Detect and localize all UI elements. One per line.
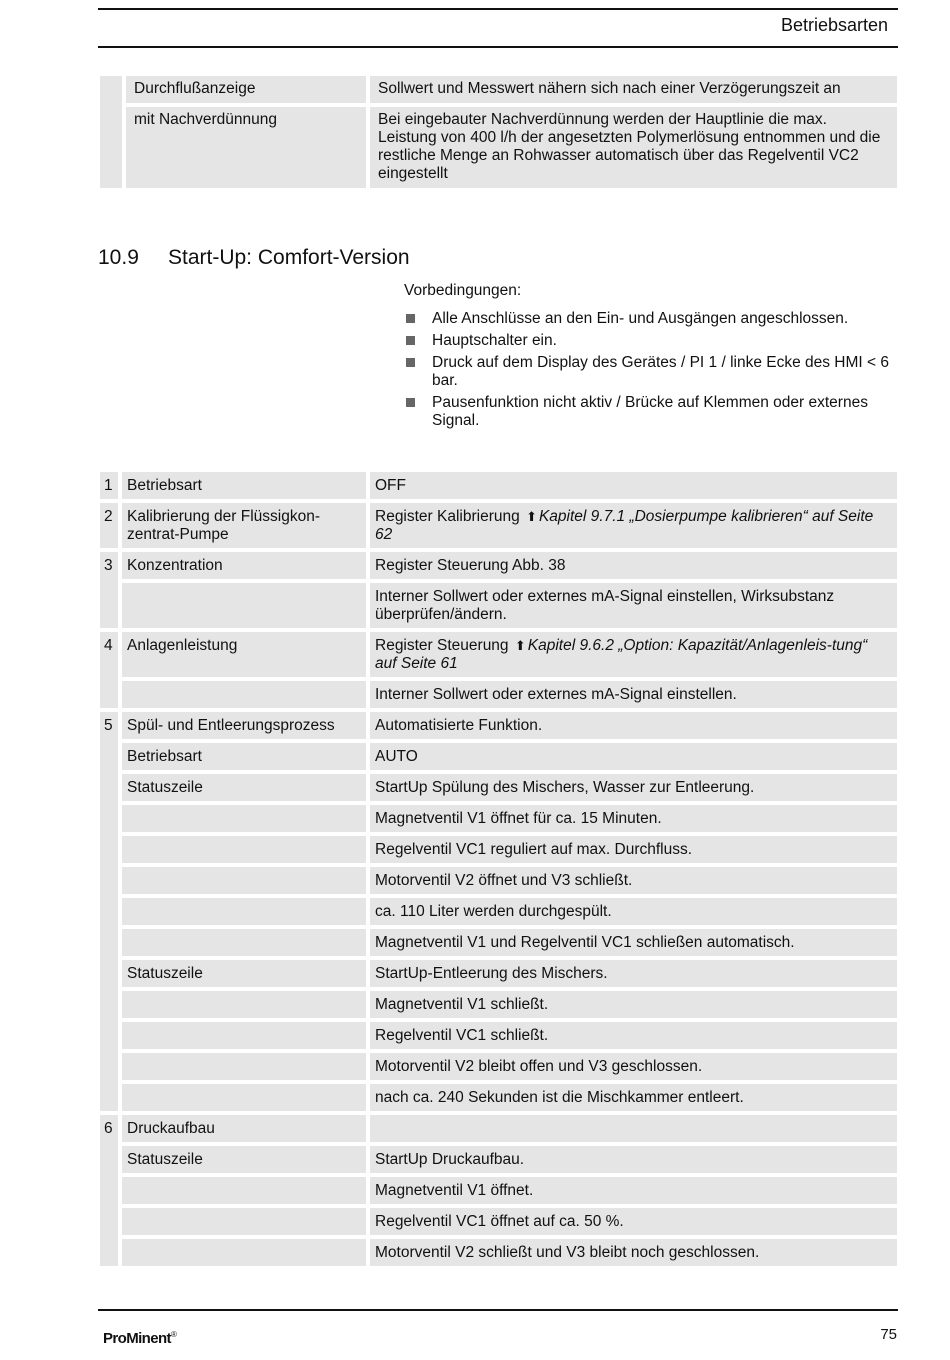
table-cell-blank [100,76,126,188]
brand-logo [103,1326,176,1348]
table-cell-value: Automatisierte Funktion. [370,712,897,743]
table-row [100,1208,897,1239]
step-number-blank [100,743,122,774]
table-cell-key-blank [122,583,370,632]
table-row [100,929,897,960]
table-cell-key: Statuszeile [122,1146,370,1177]
preconditions-label: Vorbedingungen: [404,282,522,299]
table-row [100,1053,897,1084]
table-row [100,583,897,632]
table-cell-key: mit Nachverdünnung [126,107,370,188]
startup-steps-table [100,472,897,1270]
step-number: 4 [100,632,122,681]
table-row [100,836,897,867]
table-row [100,867,897,898]
footer-rule [98,1309,898,1311]
table-cell-value: Register Steuerung Abb. 38 [370,552,897,583]
table-row [100,898,897,929]
table-cell-value: Interner Sollwert oder externes mA-Signal einstellen. [370,681,897,712]
step-number-blank [100,1177,122,1208]
list-item-text: Druck auf dem Display des Gerätes / PI 1 / linke Ecke des HMI < 6 bar. [432,354,890,389]
header-rule-top [98,8,898,10]
table-cell-value: Bei eingebauter Nachverdünnung werden der Hauptlinie die max. Leistung von 400 l/h der angesetzten Polymerlösung entnommen und die restliche Menge an Rohwasser automatisch über das Regelventil VC2 eingestellt [370,107,897,188]
table-row [100,107,897,188]
table-cell-key-blank [122,836,370,867]
table-cell-key-blank [122,1053,370,1084]
step-number: 6 [100,1115,122,1146]
step-number-blank [100,836,122,867]
table-cell-value: StartUp Druckaufbau. [370,1146,897,1177]
step-number: 1 [100,472,122,503]
registered-mark: ® [170,1330,177,1339]
list-item [404,332,898,350]
list-item-text: Alle Anschlüsse an den Ein- und Ausgängen angeschlossen. [432,310,849,327]
table-cell-key-blank [122,1239,370,1270]
table-row [100,1115,897,1146]
table-cell-value [370,632,897,681]
section-title: Start-Up: Comfort-Version [168,246,410,269]
step-number-blank [100,583,122,632]
step-number-blank [100,1084,122,1115]
value-text: Register Kalibrierung [375,508,520,525]
step-number-blank [100,991,122,1022]
table-row [100,960,897,991]
step-number-blank [100,774,122,805]
table-cell-key: Anlagenleistung [122,632,370,681]
step-number: 3 [100,552,122,583]
table-cell-value: Regelventil VC1 öffnet auf ca. 50 %. [370,1208,897,1239]
table-cell-key: Betriebsart [122,472,370,503]
table-cell-value: Interner Sollwert oder externes mA-Signal einstellen, Wirksubstanz überprüfen/ändern. [370,583,897,632]
table-cell-key-blank [122,1177,370,1208]
table-cell-key-blank [122,867,370,898]
table-cell-key-blank [122,929,370,960]
table-row [100,1146,897,1177]
header-rule-bottom [98,46,898,48]
table-cell-key: Kalibrierung der Flüssigkon-zentrat-Pumpe [122,503,370,552]
table-cell-value: StartUp Spülung des Mischers, Wasser zur Entleerung. [370,774,897,805]
table-cell-value: Motorventil V2 bleibt offen und V3 geschlossen. [370,1053,897,1084]
table-cell-key-blank [122,681,370,712]
table-cell-key-blank [122,1084,370,1115]
table-row [100,774,897,805]
table-cell-key: Statuszeile [122,960,370,991]
step-number-blank [100,929,122,960]
step-number-blank [100,805,122,836]
table-cell-value: OFF [370,472,897,503]
table-row [100,1177,897,1208]
table-cell-key: Spül- und Entleerungsprozess [122,712,370,743]
table-cell-value: Magnetventil V1 schließt. [370,991,897,1022]
step-number-blank [100,681,122,712]
table-cell-value: Motorventil V2 öffnet und V3 schließt. [370,867,897,898]
table-cell-key: Konzentration [122,552,370,583]
table-cell-key-blank [122,1208,370,1239]
table-row [100,76,897,103]
list-item-text: Pausenfunktion nicht aktiv / Brücke auf Klemmen oder externes Signal. [432,394,868,429]
page-number: 75 [880,1326,897,1343]
table-row [100,712,897,743]
table-cell-value: nach ca. 240 Sekunden ist die Mischkammer entleert. [370,1084,897,1115]
step-number-blank [100,1022,122,1053]
step-number-blank [100,960,122,991]
table-cell-value: Motorventil V2 schließt und V3 bleibt noch geschlossen. [370,1239,897,1270]
table-row [100,632,897,681]
table-cell-key-blank [122,805,370,836]
table-row [100,503,897,552]
table-cell-key: Betriebsart [122,743,370,774]
table-row [100,552,897,583]
cross-reference-link[interactable]: Kapitel 9.6.2 „Option: Kapazität/Anlagenleis-tung“ auf Seite 61 [375,637,868,672]
table-cell-value: ca. 110 Liter werden durchgespült. [370,898,897,929]
table-cell-value: StartUp-Entleerung des Mischers. [370,960,897,991]
step-number-blank [100,898,122,929]
table-row [100,991,897,1022]
table-cell-value: AUTO [370,743,897,774]
table-row [100,1022,897,1053]
square-bullet-icon [406,398,415,407]
table-cell-value: Regelventil VC1 reguliert auf max. Durchfluss. [370,836,897,867]
step-number: 2 [100,503,122,552]
cross-reference-icon: ⬆︎ [514,638,526,653]
table-cell-value: Regelventil VC1 schließt. [370,1022,897,1053]
table-row [100,805,897,836]
value-text: Register Steuerung [375,637,509,654]
step-number-blank [100,1146,122,1177]
list-item-text: Hauptschalter ein. [432,332,557,349]
list-item [404,354,898,390]
table-row [100,1239,897,1270]
table-cell-key: Durchflußanzeige [126,76,370,103]
square-bullet-icon [406,358,415,367]
table-row [100,1084,897,1115]
table-row [100,472,897,503]
flow-display-table [100,72,897,192]
section-number: 10.9 [98,246,139,269]
table-cell-key-blank [122,991,370,1022]
header-title: Betriebsarten [780,15,888,35]
list-item [404,394,898,430]
table-cell-key: Druckaufbau [122,1115,370,1146]
table-row [100,681,897,712]
table-row [100,743,897,774]
brand-logo-text: ProMinent [103,1330,171,1347]
square-bullet-icon [406,336,415,345]
table-cell-value: Magnetventil V1 öffnet für ca. 15 Minuten. [370,805,897,836]
table-cell-value-blank [370,1115,897,1146]
cross-reference-icon: ⬆︎ [526,509,537,524]
cross-reference-link[interactable]: Kapitel 9.7.1 „Dosierpumpe kalibrieren“ auf Seite 62 [375,508,874,543]
step-number-blank [100,1053,122,1084]
preconditions-list [404,310,898,434]
table-cell-value: Magnetventil V1 und Regelventil VC1 schließen automatisch. [370,929,897,960]
table-cell-key-blank [122,1022,370,1053]
table-cell-key: Statuszeile [122,774,370,805]
table-cell-key-blank [122,898,370,929]
table-cell-value: Magnetventil V1 öffnet. [370,1177,897,1208]
table-cell-value [370,503,897,552]
step-number-blank [100,867,122,898]
step-number-blank [100,1208,122,1239]
square-bullet-icon [406,314,415,323]
list-item [404,310,898,328]
table-cell-value: Sollwert und Messwert nähern sich nach einer Verzögerungszeit an [370,76,897,103]
step-number-blank [100,1239,122,1270]
step-number: 5 [100,712,122,743]
